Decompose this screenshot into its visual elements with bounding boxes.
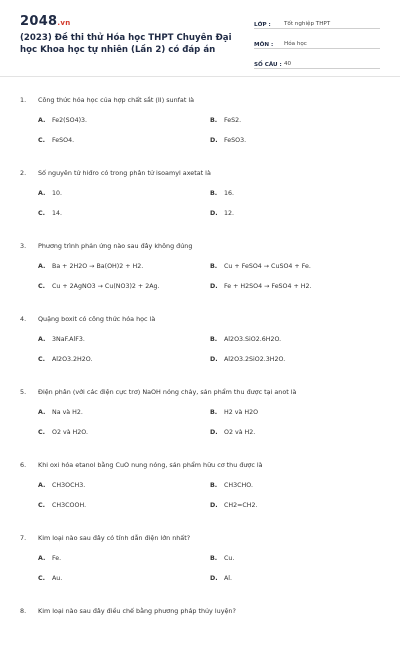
option-text: Fe. (52, 555, 62, 562)
option-a[interactable] (38, 409, 83, 416)
option-c[interactable] (38, 356, 92, 363)
question-item (0, 376, 400, 449)
option-text: Al. (224, 575, 233, 582)
question-text: Kim loại nào sau đây điều chế bằng phương pháp thủy luyện? (38, 607, 236, 615)
option-text: Cu + 2AgNO3 → Cu(NO3)2 + 2Ag. (52, 283, 160, 290)
option-text: Cu. (224, 555, 235, 562)
option-b[interactable] (210, 117, 241, 124)
question-number: 1. (20, 96, 27, 104)
meta-row-class (254, 14, 380, 29)
option-letter: A. (38, 263, 46, 270)
option-text: 10. (52, 190, 63, 197)
question-stem (20, 169, 211, 177)
option-text: FeS2. (224, 117, 242, 124)
option-letter: C. (38, 356, 46, 363)
option-letter: D. (210, 429, 218, 436)
question-stem (20, 315, 155, 323)
question-stem (20, 461, 263, 469)
option-b[interactable] (210, 555, 234, 562)
header (0, 0, 400, 68)
option-letter: D. (210, 137, 218, 144)
option-d[interactable] (210, 356, 285, 363)
option-a[interactable] (38, 336, 85, 343)
question-number: 3. (20, 242, 27, 250)
option-letter: D. (210, 210, 218, 217)
option-text: 12. (224, 210, 235, 217)
question-stem (20, 534, 190, 542)
meta-panel (254, 14, 380, 74)
option-a[interactable] (38, 555, 61, 562)
option-c[interactable] (38, 210, 62, 217)
question-item (0, 157, 400, 230)
option-b[interactable] (210, 409, 258, 416)
option-text: FeSO4. (52, 137, 75, 144)
option-letter: A. (38, 336, 46, 343)
question-text: Số nguyên tử hiđro có trong phân tử isoamyl axetat là (38, 169, 211, 177)
option-d[interactable] (210, 502, 258, 509)
option-text: H2 và H2O (224, 409, 259, 416)
meta-label: MÔN : (254, 42, 274, 48)
option-text: Au. (52, 575, 63, 582)
option-text: CH3COOH. (52, 502, 87, 509)
header-divider (0, 76, 400, 77)
meta-value: 40 (284, 61, 292, 67)
option-letter: C. (38, 502, 46, 509)
question-text: Quặng boxit có công thức hóa học là (38, 315, 156, 323)
option-a[interactable] (38, 190, 62, 197)
option-b[interactable] (210, 482, 253, 489)
option-text: CH3CHO. (224, 482, 253, 489)
question-text: Kim loại nào sau đây có tính dẫn điện lớn nhất? (38, 534, 191, 542)
option-text: O2 và H2O. (52, 429, 88, 436)
option-text: CH2=CH2. (224, 502, 258, 509)
option-text: Al2O3.SiO2.6H2O. (224, 336, 282, 343)
option-a[interactable] (38, 117, 87, 124)
question-number: 4. (20, 315, 27, 323)
option-letter: C. (38, 283, 46, 290)
question-item (0, 230, 400, 303)
option-c[interactable] (38, 575, 62, 582)
option-text: CH3OCH3. (52, 482, 86, 489)
option-a[interactable] (38, 263, 143, 270)
option-letter: B. (210, 555, 218, 562)
question-stem (20, 388, 296, 396)
question-item (0, 449, 400, 522)
question-stem (20, 607, 236, 615)
option-letter: C. (38, 429, 46, 436)
option-text: Cu + FeSO4 → CuSO4 + Fe. (224, 263, 311, 270)
option-d[interactable] (210, 283, 312, 290)
question-stem (20, 96, 194, 104)
option-text: 16. (224, 190, 235, 197)
option-a[interactable] (38, 482, 85, 489)
option-text: FeSO3. (224, 137, 247, 144)
option-b[interactable] (210, 336, 281, 343)
option-text: 14. (52, 210, 63, 217)
option-text: Ba + 2H2O → Ba(OH)2 + H2. (52, 263, 144, 270)
option-letter: B. (210, 336, 218, 343)
question-number: 5. (20, 388, 27, 396)
meta-row-question-count (254, 54, 380, 69)
option-letter: D. (210, 502, 218, 509)
question-item (0, 595, 400, 668)
logo-text: 2048 (20, 14, 58, 29)
question-item (0, 303, 400, 376)
option-d[interactable] (210, 210, 234, 217)
option-d[interactable] (210, 137, 246, 144)
question-number: 2. (20, 169, 27, 177)
option-c[interactable] (38, 429, 88, 436)
question-stem (20, 242, 192, 250)
option-text: O2 và H2. (224, 429, 256, 436)
option-letter: B. (210, 482, 218, 489)
option-letter: B. (210, 263, 218, 270)
option-letter: B. (210, 117, 218, 124)
option-letter: D. (210, 356, 218, 363)
option-text: Al2O3.2SiO2.3H2O. (224, 356, 286, 363)
question-number: 7. (20, 534, 27, 542)
option-c[interactable] (38, 502, 86, 509)
question-text: Phương trình phản ứng nào sau đây không đúng (38, 242, 193, 250)
option-letter: C. (38, 575, 46, 582)
question-text: Khi oxi hóa etanol bằng CuO nung nóng, sản phẩm hữu cơ thu được là (38, 461, 263, 469)
option-letter: B. (210, 409, 218, 416)
meta-label: SỐ CÂU : (254, 62, 282, 68)
option-d[interactable] (210, 429, 255, 436)
option-letter: C. (38, 137, 46, 144)
meta-value: Hóa học (284, 41, 307, 47)
site-logo[interactable] (20, 14, 71, 29)
option-letter: A. (38, 190, 46, 197)
question-item (0, 84, 400, 157)
option-d[interactable] (210, 575, 232, 582)
question-text: Công thức hóa học của hợp chất sắt (II) sunfat là (38, 96, 195, 104)
option-letter: C. (38, 210, 46, 217)
option-b[interactable] (210, 190, 234, 197)
question-item (0, 522, 400, 595)
option-letter: D. (210, 283, 218, 290)
option-b[interactable] (210, 263, 311, 270)
logo-suffix: .vn (57, 19, 71, 27)
question-number: 8. (20, 607, 27, 615)
option-text: Na và H2. (52, 409, 83, 416)
meta-row-subject (254, 34, 380, 49)
option-c[interactable] (38, 137, 74, 144)
question-number: 6. (20, 461, 27, 469)
option-text: 3NaF.AlF3. (52, 336, 85, 343)
option-letter: A. (38, 555, 46, 562)
option-letter: B. (210, 190, 218, 197)
document-title: (2023) Đề thi thử Hóa học THPT Chuyên Đại học Khoa học tự nhiên (Lần 2) có đáp án (20, 33, 232, 55)
option-letter: A. (38, 482, 46, 489)
question-text: Điện phân (với các điện cực trơ) NaOH nóng chảy, sản phẩm thu được tại anot là (38, 388, 297, 396)
option-text: Fe + H2SO4 → FeSO4 + H2. (224, 283, 312, 290)
option-letter: A. (38, 117, 46, 124)
meta-label: LỚP : (254, 22, 271, 28)
question-list (0, 84, 400, 668)
option-letter: D. (210, 575, 218, 582)
option-letter: A. (38, 409, 46, 416)
option-c[interactable] (38, 283, 160, 290)
option-text: Al2O3.2H2O. (52, 356, 93, 363)
meta-value: Tốt nghiệp THPT (284, 21, 331, 27)
option-text: Fe2(SO4)3. (52, 117, 88, 124)
